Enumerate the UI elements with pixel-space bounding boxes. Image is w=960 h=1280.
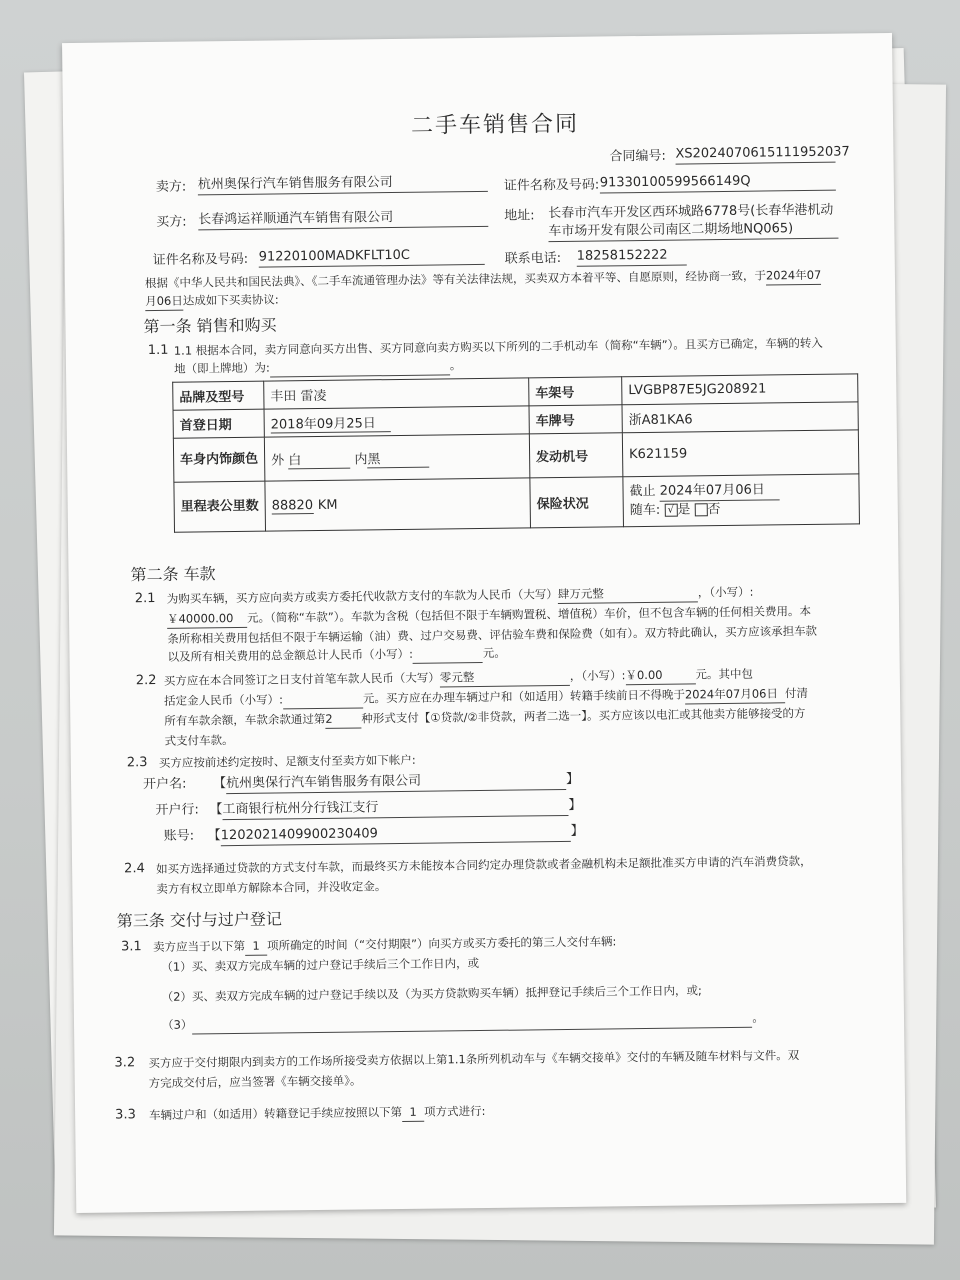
option-text: （1）买、卖双方完成车辆的过户登记手续后三个工作日内，或 <box>161 956 480 974</box>
bank-row <box>209 797 581 821</box>
mileage-value: 88820 <box>271 497 314 514</box>
clause-number: 2.3 <box>126 755 148 771</box>
clause-text-part: 车辆过户和（如适用）转籍登记手续应按照以下第 <box>149 1104 403 1123</box>
table-label: 车牌号 <box>529 405 622 434</box>
registration-date: 2018年09月25日 <box>271 412 391 433</box>
clause-text-part: 所有车款余额，车款余款通过第 <box>164 711 326 728</box>
table-label: 保险状况 <box>530 477 624 528</box>
contract-number: XS2024070615111952037 <box>675 144 835 165</box>
price-in-figures: ￥40000.00 <box>167 609 247 629</box>
buyer-label: 买方: <box>156 214 187 230</box>
clause-text: 条所称相关费用包括但不限于车辆运输（油）费、过户交易费、评估验车费和保险费（如有）。双方特此确认，买方应该承担车款 <box>167 623 818 646</box>
clause-text-part: ，（小写）: <box>697 584 754 600</box>
bracket: 】 <box>565 771 580 787</box>
table-value: 浙A81KA6 <box>622 402 858 433</box>
inner-color: 黑 <box>367 447 429 468</box>
inner-color-label: 内 <box>354 451 368 468</box>
bracket: 【 <box>207 828 221 844</box>
clause-text-part: 元。买方应在办理车辆过户和（如适用）转籍手续前日不得晚于 <box>362 687 685 706</box>
clause-text-part: （3） <box>161 1017 193 1032</box>
blank-field <box>283 689 363 709</box>
clause-text-part: 。 <box>752 1010 764 1025</box>
clause-text <box>149 1102 486 1125</box>
intro-text-line2 <box>145 290 279 311</box>
table-label: 品牌及型号 <box>173 381 264 410</box>
clause-text: 如买方选择通过贷款的方式支付车款，而最终买方未能按本合同约定办理贷款或者金融机构未足额批准买方申请的汽车消费贷款， <box>156 853 812 876</box>
transfer-option: 1 <box>402 1103 424 1122</box>
clause-text <box>153 932 616 957</box>
account-name: 杭州奥保行汽车销售服务有限公司 <box>226 771 566 794</box>
insurance-until-label: 截止 <box>629 483 656 500</box>
account-number-label: 账号: <box>163 828 195 844</box>
account-number-row <box>208 823 584 847</box>
contract-number-label: 合同编号: <box>609 148 666 165</box>
bracket: 【 <box>209 802 223 818</box>
clause-text-line2 <box>174 356 462 379</box>
intro-text-part: 达成如下买卖协议: <box>182 292 279 308</box>
table-label: 车架号 <box>529 377 622 406</box>
table-value <box>623 474 860 527</box>
article2-heading: 第二条 车款 <box>130 564 216 585</box>
clause-text-part: 地（即上牌地）为: <box>173 360 270 376</box>
clause-text-part: 以及所有相关费用的总金额总计人民币（小写）: <box>167 646 413 664</box>
table-label: 首登日期 <box>173 409 264 438</box>
address-line1: 长春市汽车开发区西环城路6778号(长春华港机动 <box>548 202 834 222</box>
price-in-words: 肆万元整 <box>558 583 698 604</box>
article3-heading: 第三条 交付与过户登记 <box>116 909 282 931</box>
clause-text-part: 付清 <box>784 686 808 701</box>
clause-number: 3.2 <box>114 1055 136 1071</box>
clause-text-part: 项方式进行: <box>424 1103 486 1119</box>
no-label: 否 <box>707 502 721 518</box>
phone-number: 18258152222 <box>577 246 687 266</box>
clause-text-part: 种形式支付【①贷款/②非贷款，两者二选一】。买方应该以电汇或其他卖方能够接受的方 <box>361 706 806 726</box>
blank-field <box>270 356 450 377</box>
clause-text-part: 元。 <box>482 645 506 660</box>
address-label: 地址: <box>504 208 535 224</box>
clause-number: 3.3 <box>115 1107 136 1123</box>
table-label: 里程表公里数 <box>174 481 266 532</box>
seller-id-label: 证件名称及号码: <box>503 177 600 194</box>
table-row <box>174 474 860 532</box>
first-payment-words: 零元整 <box>440 667 570 688</box>
document-title: 二手车销售合同 <box>410 111 580 139</box>
bank-label: 开户行: <box>155 802 199 818</box>
clause-text: 卖方有权立即单方解除本合同，并没收定金。 <box>156 879 387 896</box>
clause-number: 2.2 <box>135 672 157 689</box>
first-payment-figures: ￥0.00 <box>625 665 695 685</box>
table-value: K621159 <box>622 430 859 477</box>
blank-field <box>413 644 483 664</box>
seller-name: 杭州奥保行汽车销售服务有限公司 <box>198 173 488 196</box>
insurance-until-date: 2024年07月06日 <box>660 481 780 501</box>
intro-date: 2024年07 <box>766 266 822 286</box>
bracket: 】 <box>570 823 584 839</box>
account-name-label: 开户名: <box>143 776 187 793</box>
table-label: 车身内饰颜色 <box>173 437 265 482</box>
outer-color-label: 外 <box>271 452 285 469</box>
bracket: 】 <box>568 797 582 813</box>
account-name-row <box>213 771 579 794</box>
article1-heading: 第一条 销售和购买 <box>143 315 277 337</box>
clause-text-part: 。 <box>449 358 462 373</box>
table-value: 丰田 雷凌 <box>264 378 529 409</box>
clause-number: 2.4 <box>124 861 145 877</box>
table-value <box>265 478 531 531</box>
table-value: LVGBP87E5JG208921 <box>622 374 858 405</box>
with-car-label: 随车: <box>629 502 661 519</box>
intro-date: 月06日 <box>145 292 183 311</box>
option-text <box>162 1009 764 1035</box>
clause-text-part: ，（小写）: <box>569 668 626 683</box>
phone-label: 联系电话: <box>504 250 562 267</box>
intro-text-part: 根据《中华人民共和国民法典》、《二手车流通管理办法》等有关法律法规，买卖双方本着平等、自愿原则，经协商一致，于 <box>144 268 767 291</box>
clause-text: 方完成交付后，应当签署《车辆交接单》。 <box>148 1073 362 1091</box>
clause-text-part: 项所确定的时间（“交付期限”）向买方或买方委托的第三人交付车辆: <box>266 934 617 953</box>
clause-number: 1.1 <box>147 342 169 359</box>
clause-text: 买方应按前述约定按时、足额支付至卖方如下帐户: <box>158 752 416 770</box>
delivery-option: 1 <box>245 937 267 956</box>
clause-number: 3.1 <box>120 939 142 955</box>
account-number: 1202021409900230409 <box>221 823 571 846</box>
clause-text-part: 为购买车辆，买方应向卖方或卖方委托代收款方支付的车款为人民币（大写） <box>166 587 558 606</box>
clause-text <box>167 644 506 667</box>
outer-color: 白 <box>288 448 350 469</box>
mileage-unit: KM <box>317 497 338 513</box>
address-line2: 车市场开发有限公司南区二期场地NQ065) <box>548 220 838 243</box>
clause-text: 1.1 根据本合同，卖方同意向买方出售、买方同意向卖方购买以下所列的二手机动车（简称“车辆”）。且买方已确定，车辆的转入 <box>173 335 823 358</box>
clause-text-part: 买方应在本合同签订之日支付首笔车款人民币（大写） <box>163 670 440 688</box>
clause-text: 买方应于交付期限内到卖方的工作场所接受卖方依据以上第1.1条所列机动车与《车辆交接单》交付的车辆及随车材料与文件。双 <box>148 1048 800 1071</box>
buyer-name: 长春鸿运祥顺通汽车销售有限公司 <box>198 208 488 231</box>
bracket: 【 <box>212 776 227 792</box>
no-checkbox[interactable] <box>694 503 707 516</box>
clause-text-part: 括定金人民币（小写）: <box>163 692 284 708</box>
yes-checkbox[interactable]: √ <box>664 504 677 517</box>
clause-text-part: 元。其中包 <box>695 666 753 682</box>
seller-label: 卖方: <box>155 179 187 195</box>
contract-page <box>62 33 906 1213</box>
table-value <box>264 434 530 481</box>
clause-text-part: 元。（简称“车款”）。车款为含税（包括但不限于车辆购置税、增值税）车价，但不包含车辆的任何相关费用。本 <box>246 603 812 625</box>
table-value <box>264 406 529 437</box>
blank-field <box>192 1009 752 1035</box>
buyer-id-label: 证件名称及号码: <box>152 251 249 268</box>
yes-label: 是 <box>677 502 691 518</box>
seller-id: 91330100599566149Q <box>600 172 836 194</box>
intro-text <box>145 266 822 293</box>
clause-number: 2.1 <box>134 590 156 607</box>
table-label: 发动机号 <box>529 433 623 478</box>
payoff-deadline: 2024年07月06日 <box>685 684 785 704</box>
buyer-id: 91220100MADKFLT10C <box>259 246 485 268</box>
clause-text-part: 卖方应当于以下第 <box>152 938 246 955</box>
vehicle-info-table <box>172 373 860 532</box>
payment-method: 2 <box>325 709 361 728</box>
clause-text: 式支付车款。 <box>164 733 234 748</box>
bank-name: 工商银行杭州分行钱江支行 <box>222 797 568 820</box>
option-text: （2）买、卖双方完成车辆的过户登记手续以及（为买方贷款购买车辆）抵押登记手续后三个工作日内，或; <box>161 983 702 1004</box>
